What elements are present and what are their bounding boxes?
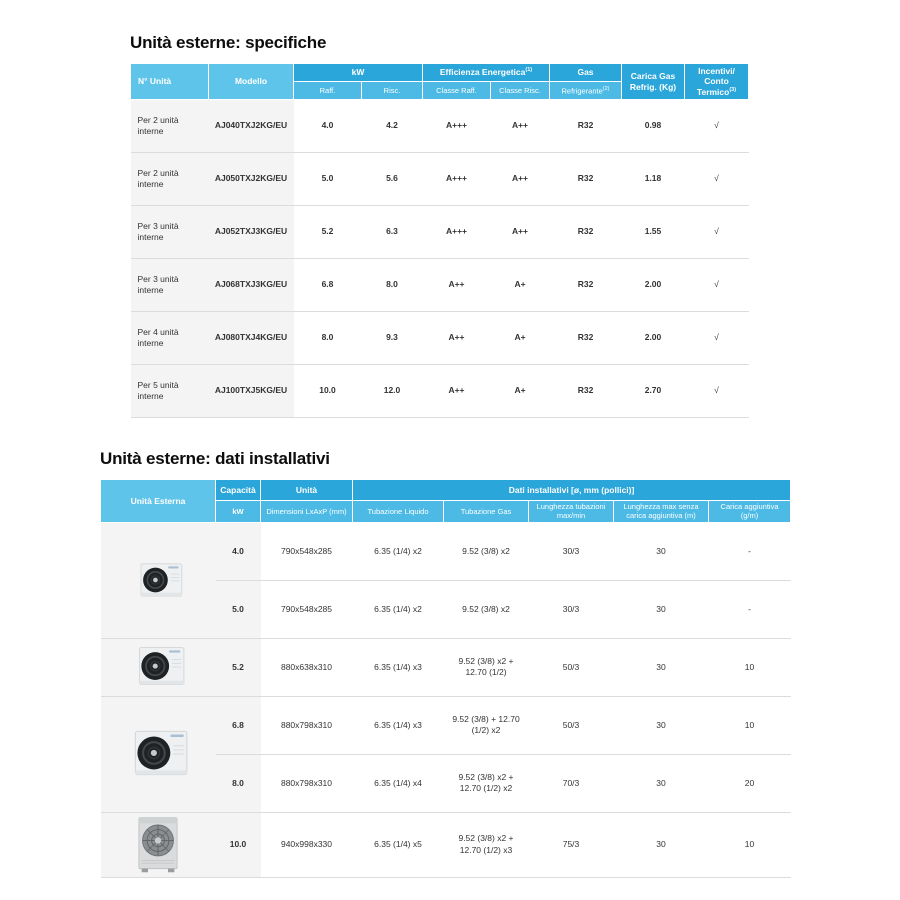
cell-classe-risc: A+ [491,259,550,312]
sub-header-risc: Risc. [362,82,423,100]
efficienza-footnote-marker: (1) [525,67,533,74]
cell-units: Per 2 unità interne [131,100,209,153]
cell-risc: 9.3 [362,312,423,365]
cell-classe-raff: A++ [423,312,491,365]
cell-dimensions: 880x798x310 [261,754,353,812]
cell-carica-aggiuntiva: 10 [709,638,791,696]
cell-incentivi-check: √ [685,259,749,312]
cell-classe-risc: A++ [491,206,550,259]
col-group-gas: Gas [550,64,622,82]
incentivi-footnote-marker: (3) [729,86,737,93]
cell-model: AJ080TXJ4KG/EU [209,312,294,365]
cell-carica: 1.18 [622,153,685,206]
install-table-row [101,696,791,754]
cell-carica-aggiuntiva: - [709,580,791,638]
cell-carica: 2.70 [622,365,685,418]
cell-lunghezza-max: 30 [614,812,709,877]
cell-lunghezza-tubazioni: 70/3 [529,754,614,812]
cell-lunghezza-tubazioni: 50/3 [529,696,614,754]
cell-kw: 5.0 [216,580,261,638]
cell-dimensions: 880x798x310 [261,696,353,754]
cell-lunghezza-max: 30 [656,545,666,556]
cell-tubazione-liquido: 6.35 (1/4) x2 [374,545,422,556]
cell-risc: 8.0 [362,259,423,312]
outdoor-unit-illustration [126,642,190,692]
sub-header-kw: kW [216,501,261,523]
cell-tubazione-liquido: 6.35 (1/4) x4 [353,754,444,812]
outdoor-unit-illustration [130,815,186,875]
col-header-modello: Modello [209,64,294,100]
cell-kw: 6.8 [216,696,261,754]
cell-lunghezza-max: 30 [614,696,709,754]
install-table-row [101,522,791,580]
cell-raff: 8.0 [294,312,362,365]
outdoor-unit-small-image [101,522,216,638]
incentivi-label: Incentivi/ Conto Termico [696,65,735,97]
cell-carica: 1.55 [622,206,685,259]
sub-header-classe-risc: Classe Risc. [491,82,550,100]
col-group-unita: Unità [261,480,353,501]
cell-tubazione-gas: 9.52 (3/8) x2 [444,580,529,638]
cell-lunghezza-max: 30 [614,754,709,812]
cell-tubazione-gas: 9.52 (3/8) x2 + 12.70 (1/2) x3 [444,812,529,877]
sub-header-carica-aggiuntiva: Carica aggiuntiva (g/m) [709,501,791,523]
sub-header-tubazione-gas: Tubazione Gas [444,501,529,523]
cell-incentivi-check: √ [685,312,749,365]
cell-units: Per 5 unità interne [131,365,209,418]
sub-header-refrigerante [550,82,622,100]
cell-model: AJ068TXJ3KG/EU [209,259,294,312]
cell-units: Per 4 unità interne [131,312,209,365]
cell-dimensions: 790x548x285 [280,545,333,556]
spec-table-header [131,64,749,100]
spec-table [130,63,749,418]
sub-header-lunghezza-max: Lunghezza max senza carica aggiuntiva (m) [614,501,709,523]
cell-lunghezza-tubazioni: 30/3 [562,545,580,556]
cell-kw: 8.0 [216,754,261,812]
cell-carica: 2.00 [622,259,685,312]
cell-lunghezza-tubazioni: 75/3 [529,812,614,877]
cell-classe-risc: A++ [511,120,529,131]
cell-classe-risc: A+ [491,312,550,365]
refrigerante-footnote-marker: (2) [602,85,610,92]
cell-model: AJ052TXJ3KG/EU [209,206,294,259]
col-header-unita-esterna: Unità Esterna [101,480,216,523]
install-table [100,479,791,878]
cell-classe-raff: A+++ [423,153,491,206]
cell-gas: R32 [550,206,622,259]
outdoor-unit-medium-image [101,638,216,696]
cell-lunghezza-tubazioni: 30/3 [529,580,614,638]
cell-incentivi-check: √ [714,120,719,131]
sub-header-classe-raff: Classe Raff. [423,82,491,100]
cell-raff: 5.0 [294,153,362,206]
sub-header-lunghezza-tubazioni: Lunghezza tubazioni max/min [529,501,614,523]
cell-classe-raff: A+++ [423,206,491,259]
cell-tubazione-gas: 9.52 (3/8) + 12.70 (1/2) x2 [444,696,529,754]
cell-gas: R32 [550,365,622,418]
cell-units: Per 3 unità interne [131,259,209,312]
cell-gas: R32 [550,259,622,312]
cell-classe-raff: A++ [423,365,491,418]
cell-lunghezza-tubazioni: 50/3 [529,638,614,696]
spec-table-row [131,312,749,365]
cell-tubazione-gas: 9.52 (3/8) x2 + 12.70 (1/2) x2 [444,754,529,812]
outdoor-unit-illustration [129,557,187,603]
cell-units: Per 3 unità interne [131,206,209,259]
cell-raff: 10.0 [294,365,362,418]
outdoor-unit-illustration [123,726,193,782]
cell-tubazione-gas: 9.52 (3/8) x2 [462,545,510,556]
cell-risc: 5.6 [362,153,423,206]
cell-raff: 4.0 [321,120,334,131]
cell-carica-aggiuntiva: 10 [709,812,791,877]
cell-model: AJ040TXJ2KG/EU [209,100,294,153]
cell-dimensions: 940x998x330 [261,812,353,877]
spec-table-row [131,153,749,206]
cell-tubazione-liquido: 6.35 (1/4) x5 [353,812,444,877]
cell-model: AJ050TXJ2KG/EU [209,153,294,206]
cell-gas: R32 [550,153,622,206]
spec-section-title: Unità esterne: specifiche [130,33,327,52]
cell-model: AJ100TXJ5KG/EU [209,365,294,418]
cell-carica: 0.98 [644,120,662,131]
col-group-capacita: Capacità [216,480,261,501]
cell-incentivi-check: √ [685,153,749,206]
outdoor-unit-large-image [101,696,216,812]
install-section-title: Unità esterne: dati installativi [100,449,330,468]
cell-dimensions: 790x548x285 [261,580,353,638]
cell-raff: 5.2 [294,206,362,259]
cell-dimensions: 880x638x310 [261,638,353,696]
spec-table-row [131,206,749,259]
cell-raff: 6.8 [294,259,362,312]
cell-classe-risc: A++ [491,153,550,206]
cell-risc: 4.2 [386,120,398,131]
spec-table-row [131,259,749,312]
install-table-row [101,638,791,696]
cell-gas: R32 [550,312,622,365]
cell-kw: 5.2 [216,638,261,696]
cell-classe-raff: A++ [423,259,491,312]
sub-header-tubazione-liquido: Tubazione Liquido [353,501,444,523]
cell-incentivi-check: √ [685,365,749,418]
cell-tubazione-liquido: 6.35 (1/4) x2 [353,580,444,638]
cell-classe-risc: A+ [491,365,550,418]
col-group-kw: kW [294,64,423,82]
cell-kw: 4.0 [216,522,261,580]
cell-units: Per 2 unità interne [131,153,209,206]
refrigerante-label: Refrigerante [561,86,603,96]
col-header-carica-gas: Carica Gas Refrig. (Kg) [622,64,685,100]
cell-lunghezza-max: 30 [614,638,709,696]
cell-classe-raff: A+++ [445,120,468,131]
cell-carica-aggiuntiva: - [748,545,751,556]
sub-header-dimensioni: Dimensioni LxAxP (mm) [261,501,353,523]
cell-carica: 2.00 [622,312,685,365]
cell-gas: R32 [577,120,594,131]
cell-carica-aggiuntiva: 20 [709,754,791,812]
cell-incentivi-check: √ [685,206,749,259]
cell-tubazione-liquido: 6.35 (1/4) x3 [353,696,444,754]
cell-lunghezza-max: 30 [614,580,709,638]
col-header-incentivi [685,64,749,100]
cell-risc: 12.0 [362,365,423,418]
cell-risc: 6.3 [362,206,423,259]
cell-kw: 10.0 [216,812,261,877]
spec-table-row [131,100,749,153]
cell-carica-aggiuntiva: 10 [709,696,791,754]
sub-header-raff: Raff. [294,82,362,100]
cell-tubazione-gas: 9.52 (3/8) x2 + 12.70 (1/2) [444,638,529,696]
spec-table-row [131,365,749,418]
outdoor-unit-xl-image [101,812,216,877]
install-table-header [101,480,791,523]
efficienza-label: Efficienza Energetica [439,67,526,78]
col-group-dati-installativi: Dati installativi [ø, mm (pollici)] [353,480,791,501]
col-header-n-unita: N° Unità [131,64,209,100]
install-table-row [101,812,791,877]
col-group-efficienza [423,64,550,82]
cell-tubazione-liquido: 6.35 (1/4) x3 [353,638,444,696]
